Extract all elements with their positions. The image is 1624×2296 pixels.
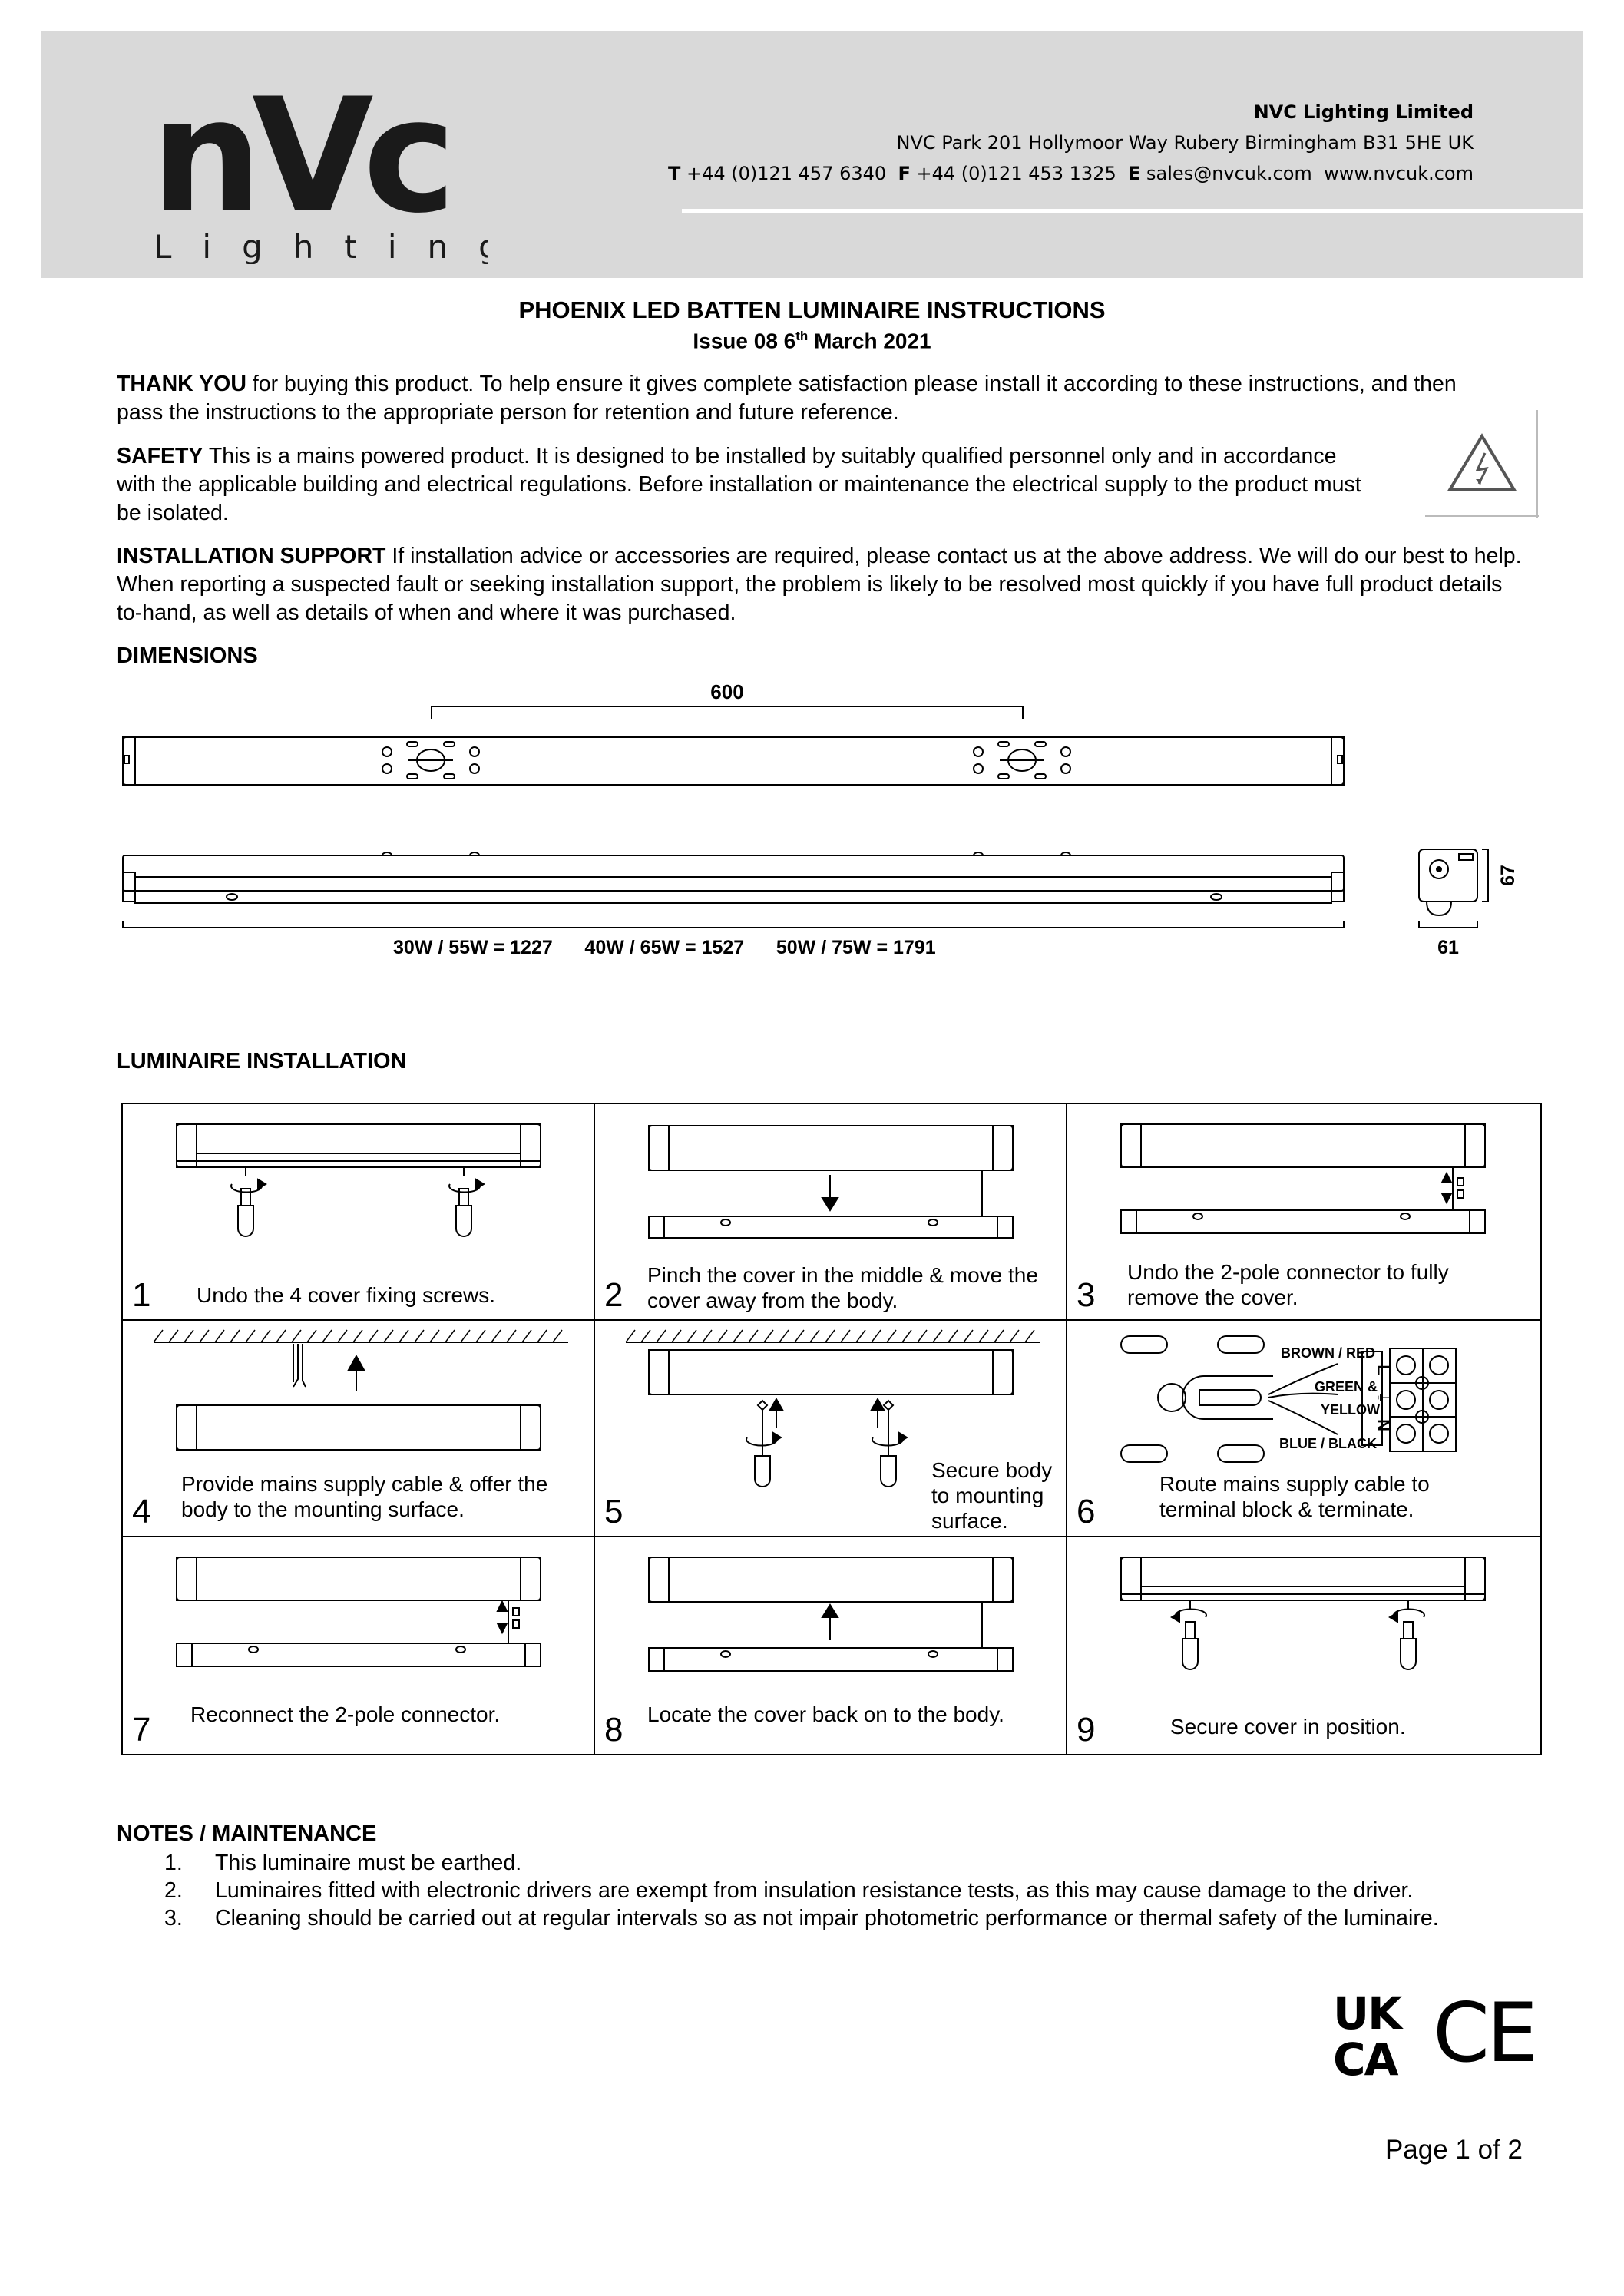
notes-list	[164, 1849, 1516, 1932]
wire-brown-label: BROWN / RED	[1281, 1345, 1375, 1361]
step-1-text: Undo the 4 cover fixing screws.	[197, 1283, 496, 1307]
step-6-text: Route mains supply cable to terminal block & terminate.	[1159, 1472, 1430, 1521]
electrical-warning-icon	[1425, 410, 1539, 518]
step-6-cell	[1067, 1321, 1540, 1537]
dimension-600-label: 600	[710, 680, 744, 703]
step-1-number: 1	[132, 1276, 151, 1314]
step-4-cell	[123, 1321, 595, 1537]
terminal-live-label: L	[1374, 1365, 1393, 1375]
step-9-number: 9	[1077, 1711, 1096, 1748]
company-address: NVC Park 201 Hollymoor Way Rubery Birmingham B31 5HE UK	[896, 132, 1474, 154]
step-8-cell	[595, 1537, 1067, 1754]
notes-heading: NOTES / MAINTENANCE	[117, 1821, 377, 1846]
step-5-cell	[595, 1321, 1067, 1537]
note-item: 1. This luminaire must be earthed.	[164, 1851, 522, 1875]
step-1-cell	[123, 1104, 595, 1321]
step-2-text: Pinch the cover in the middle & move the cover away from the body.	[647, 1263, 1038, 1312]
installation-steps-grid	[121, 1103, 1542, 1755]
note-item: 2. Luminaires fitted with electronic drivers are exempt from insulation resistance tests, as this may cause damage to the driver.	[164, 1878, 1414, 1903]
step-2-number: 2	[604, 1276, 623, 1314]
step-5-number: 5	[604, 1493, 623, 1530]
step-3-number: 3	[1077, 1276, 1096, 1314]
email-label: E	[1128, 163, 1141, 184]
step-8-text: Locate the cover back on to the body.	[647, 1702, 1004, 1726]
safety-paragraph: SAFETY This is a mains powered product. It is designed to be installed by suitably qualified personnel only and in accordance with the applicable building and electrical regulations. Before installation or maintenance the electrical supply to the product must be isolated.	[117, 444, 1361, 525]
step-7-text: Reconnect the 2-pole connector.	[190, 1702, 501, 1726]
logo-wordmark: nVc	[150, 80, 446, 248]
nvc-logo	[150, 80, 488, 264]
width-61-label: 61	[1437, 937, 1459, 958]
step-6-number: 6	[1077, 1493, 1096, 1530]
fax-number: +44 (0)121 453 1325	[916, 163, 1116, 184]
note-item: 3. Cleaning should be carried out at regular intervals so as not impair photometric performance or thermal safety of the luminaire.	[164, 1906, 1439, 1930]
page-number: Page 1 of 2	[1384, 2135, 1523, 2165]
installation-support-paragraph: INSTALLATION SUPPORT If installation advice or accessories are required, please contact us at the above address. We will do our best to help. When reporting a suspected fault or seeking installation support, the problem is likely to be resolved most quickly if you have full product details to-hand, as well as details of when and where it was purchased.	[117, 544, 1522, 625]
email-address: sales@nvcuk.com	[1146, 163, 1312, 184]
fixing-group-right	[974, 742, 1070, 779]
step-5-text: Secure body to mounting surface.	[931, 1458, 1053, 1533]
step-2-cell	[595, 1104, 1067, 1321]
length-variants-label: 30W / 55W = 1227 40W / 65W = 1527 50W / 75W = 1791	[393, 937, 936, 958]
logo-subtext: Lightin	[154, 228, 479, 264]
step-4-text: Provide mains supply cable & offer the body to the mounting surface.	[181, 1472, 548, 1521]
terminal-block	[1390, 1348, 1456, 1451]
fixing-group-left	[382, 742, 479, 779]
website: www.nvcuk.com	[1324, 163, 1474, 184]
wire-green-label: GREEN &	[1315, 1379, 1378, 1394]
document-title: PHOENIX LED BATTEN LUMINAIRE INSTRUCTIONS	[518, 296, 1106, 323]
ce-mark: CE	[1433, 1987, 1533, 2079]
step-9-text: Secure cover in position.	[1170, 1715, 1406, 1739]
step-3-cell	[1067, 1104, 1540, 1321]
terminal-neutral-label: N	[1374, 1419, 1393, 1431]
step-7-number: 7	[132, 1711, 151, 1748]
phone-number: +44 (0)121 457 6340	[686, 163, 887, 184]
height-67-label: 67	[1497, 865, 1519, 886]
luminaire-installation-heading: LUMINAIRE INSTALLATION	[117, 1049, 407, 1074]
thank-you-paragraph: THANK YOU for buying this product. To help ensure it gives complete satisfaction please install it according to these instructions, and then pass the instructions to the appropriate person for retention and future reference.	[117, 372, 1457, 425]
step-9-cell	[1067, 1537, 1540, 1754]
step-7-cell	[123, 1537, 595, 1754]
ukca-mark-bottom: CA	[1333, 2033, 1397, 2079]
dimensions-heading: DIMENSIONS	[117, 643, 258, 668]
terminal-earth-label: ⏚	[1373, 1388, 1392, 1407]
company-block	[668, 97, 1474, 189]
wire-blue-label: BLUE / BLACK	[1279, 1436, 1377, 1451]
issue-date: Issue 08 6th March 2021	[693, 329, 931, 353]
step-8-number: 8	[604, 1711, 623, 1748]
wire-yellow-label: YELLOW	[1321, 1402, 1380, 1418]
phone-label: T	[667, 163, 681, 184]
contact-line	[668, 158, 1474, 189]
header-rule	[682, 209, 1583, 213]
certification-marks	[1333, 1987, 1533, 2079]
step-3-text: Undo the 2-pole connector to fully remove the cover.	[1127, 1260, 1449, 1309]
fax-label: F	[898, 163, 911, 184]
step-4-number: 4	[132, 1493, 151, 1530]
company-name: NVC Lighting Limited	[1253, 101, 1474, 123]
dimensions-drawing	[117, 676, 1545, 983]
ukca-mark-top: UK	[1333, 1987, 1401, 2040]
